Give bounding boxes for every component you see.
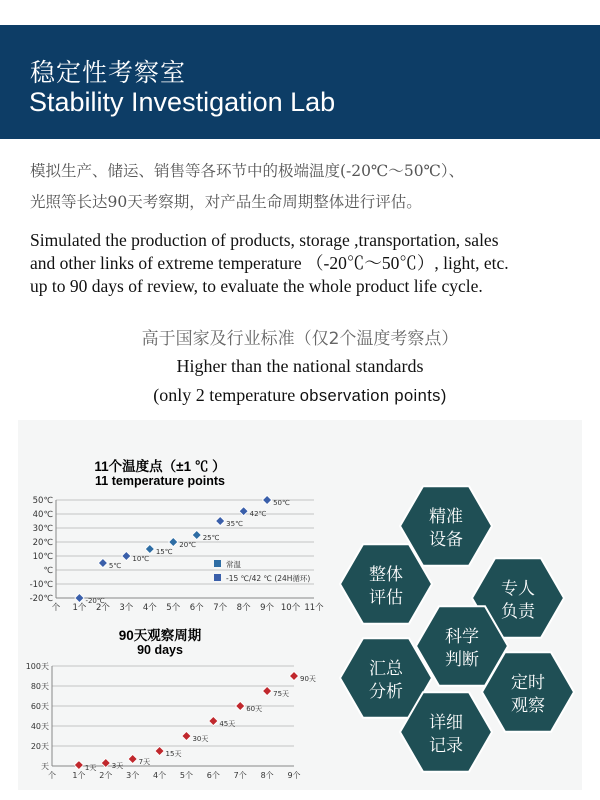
data-label: 15天	[165, 750, 182, 758]
data-point	[263, 687, 272, 696]
x-tick-label: 7个	[233, 771, 247, 780]
data-point	[122, 552, 131, 561]
data-label: 10℃	[132, 555, 150, 563]
x-tick-label: 10个	[280, 603, 301, 613]
data-point	[169, 538, 178, 547]
x-tick-label: 7个	[213, 603, 228, 613]
data-label: 50℃	[273, 499, 290, 507]
data-label: 90天	[300, 675, 316, 683]
x-tick-label: 2个	[99, 771, 113, 780]
x-tick-label: 1个	[72, 771, 86, 780]
legend-label: -15 ℃/42 ℃ (24H循环)	[226, 574, 311, 583]
standards-note-prefix: (only 2 temperature	[153, 385, 300, 405]
x-tick-label: 个	[48, 771, 56, 780]
description-zh-line: 模拟生产、储运、销售等各环节中的极端温度(-20℃～50℃）、	[30, 162, 465, 180]
data-point	[290, 672, 299, 681]
x-tick-label: 6个	[206, 771, 220, 780]
data-label: -20℃	[85, 597, 105, 605]
x-tick-label: 9个	[260, 603, 275, 613]
x-tick-label: 5个	[179, 771, 193, 780]
hexagon-label: 判断	[445, 650, 479, 670]
temperature-points-chart	[20, 490, 324, 620]
hexagon-label: 设备	[429, 530, 463, 550]
y-tick-label: ℃	[43, 566, 53, 576]
data-point	[236, 702, 245, 711]
hexagon-label: 分析	[369, 682, 403, 702]
data-label: 15℃	[155, 548, 173, 556]
data-point	[145, 545, 154, 554]
chart1-title: 11个温度点（±1 ℃ ）	[94, 459, 226, 474]
y-tick-label: -20℃	[29, 594, 53, 604]
legend-label: 常温	[226, 560, 241, 569]
data-point	[182, 732, 191, 741]
hexagon-label: 负责	[501, 602, 535, 622]
page-title-zh: 稳定性考察室	[30, 58, 187, 87]
y-tick-label: 20℃	[32, 538, 53, 548]
data-point	[192, 531, 201, 540]
data-label: 5℃	[108, 562, 122, 570]
y-tick-label: 80天	[30, 682, 49, 691]
legend-swatch	[214, 560, 221, 567]
data-label: 60天	[246, 705, 263, 713]
data-label: 25℃	[202, 534, 220, 542]
x-tick-label: 3个	[126, 771, 140, 780]
x-tick-label: 9个	[287, 771, 301, 780]
hexagon-label: 记录	[429, 736, 463, 756]
data-point	[75, 594, 84, 603]
standards-heading-en: Higher than the national standards	[176, 356, 424, 376]
y-tick-label: -10℃	[29, 580, 53, 590]
y-tick-label: 天	[41, 762, 49, 771]
chart1-subtitle: 11 temperature points	[95, 474, 225, 488]
data-label: 42℃	[249, 510, 267, 519]
x-tick-label: 1个	[72, 603, 87, 613]
data-point	[74, 761, 83, 770]
observation-days-chart	[20, 658, 320, 786]
description-en	[30, 229, 585, 298]
x-tick-label: 5个	[166, 603, 181, 613]
data-point	[263, 496, 272, 505]
data-point	[155, 747, 164, 756]
description-zh-line: 光照等长达90天考察期，对产品生命周期整体进行评估。	[30, 193, 422, 211]
standards-note-en	[0, 385, 600, 406]
hexagon-label: 详细	[429, 713, 463, 733]
x-tick-label: 4个	[142, 603, 157, 613]
x-tick-label: 2个	[95, 603, 110, 613]
chart2-title: 90天观察周期	[118, 628, 202, 643]
y-tick-label: 30℃	[32, 524, 53, 534]
description-en-line: and other links of extreme temperature （-20℃～50℃）, light, etc.	[30, 253, 509, 273]
data-label: 45天	[219, 720, 236, 728]
description-en-line: up to 90 days of review, to evaluate the whole product life cycle.	[30, 276, 483, 296]
hexagon-label: 评估	[369, 588, 403, 608]
data-point	[216, 517, 225, 526]
data-point	[98, 559, 107, 568]
data-label: 7天	[138, 758, 151, 766]
page-title-en: Stability Investigation Lab	[29, 87, 336, 117]
y-tick-label: 40天	[30, 722, 49, 731]
x-tick-label: 8个	[260, 771, 274, 780]
hexagon-cluster	[330, 470, 582, 780]
x-tick-label: 3个	[119, 603, 134, 613]
y-tick-label: 10℃	[32, 552, 53, 562]
y-tick-label: 60天	[30, 702, 49, 711]
hexagon-label: 精准	[429, 507, 463, 527]
data-label: 75天	[273, 690, 290, 698]
y-tick-label: 50℃	[32, 496, 53, 506]
data-label: 30天	[192, 735, 209, 743]
x-tick-label: 8个	[236, 603, 251, 613]
x-tick-label: 个	[51, 603, 61, 613]
description-en-line: Simulated the production of products, storage ,transportation, sales	[30, 230, 499, 250]
data-point	[128, 755, 137, 764]
hexagon-label: 整体	[369, 565, 403, 585]
hexagon-label: 专人	[501, 579, 535, 599]
data-label: 1天	[84, 764, 97, 772]
data-label: 3天	[111, 762, 124, 770]
x-tick-label: 6个	[189, 603, 204, 613]
chart2-subtitle: 90 days	[137, 643, 183, 657]
hexagon-label: 定时	[511, 673, 545, 693]
header-banner	[0, 25, 600, 139]
legend-swatch	[214, 574, 221, 581]
x-tick-label: 4个	[153, 771, 167, 780]
description-zh	[30, 156, 575, 218]
y-tick-label: 40℃	[32, 510, 53, 520]
hexagon-label: 观察	[511, 696, 545, 716]
y-tick-label: 20天	[30, 742, 49, 751]
data-point	[209, 717, 218, 726]
standards-heading-zh: 高于国家及行业标准（仅2个温度考察点）	[141, 329, 459, 349]
standards-note-suffix: observation points)	[299, 387, 447, 405]
y-tick-label: 100天	[25, 662, 49, 671]
data-label: 20℃	[179, 541, 197, 549]
x-tick-label: 11个	[304, 603, 324, 613]
hexagon-label: 汇总	[369, 659, 403, 679]
data-label: 35℃	[226, 520, 243, 528]
hexagon-label: 科学	[445, 627, 479, 647]
